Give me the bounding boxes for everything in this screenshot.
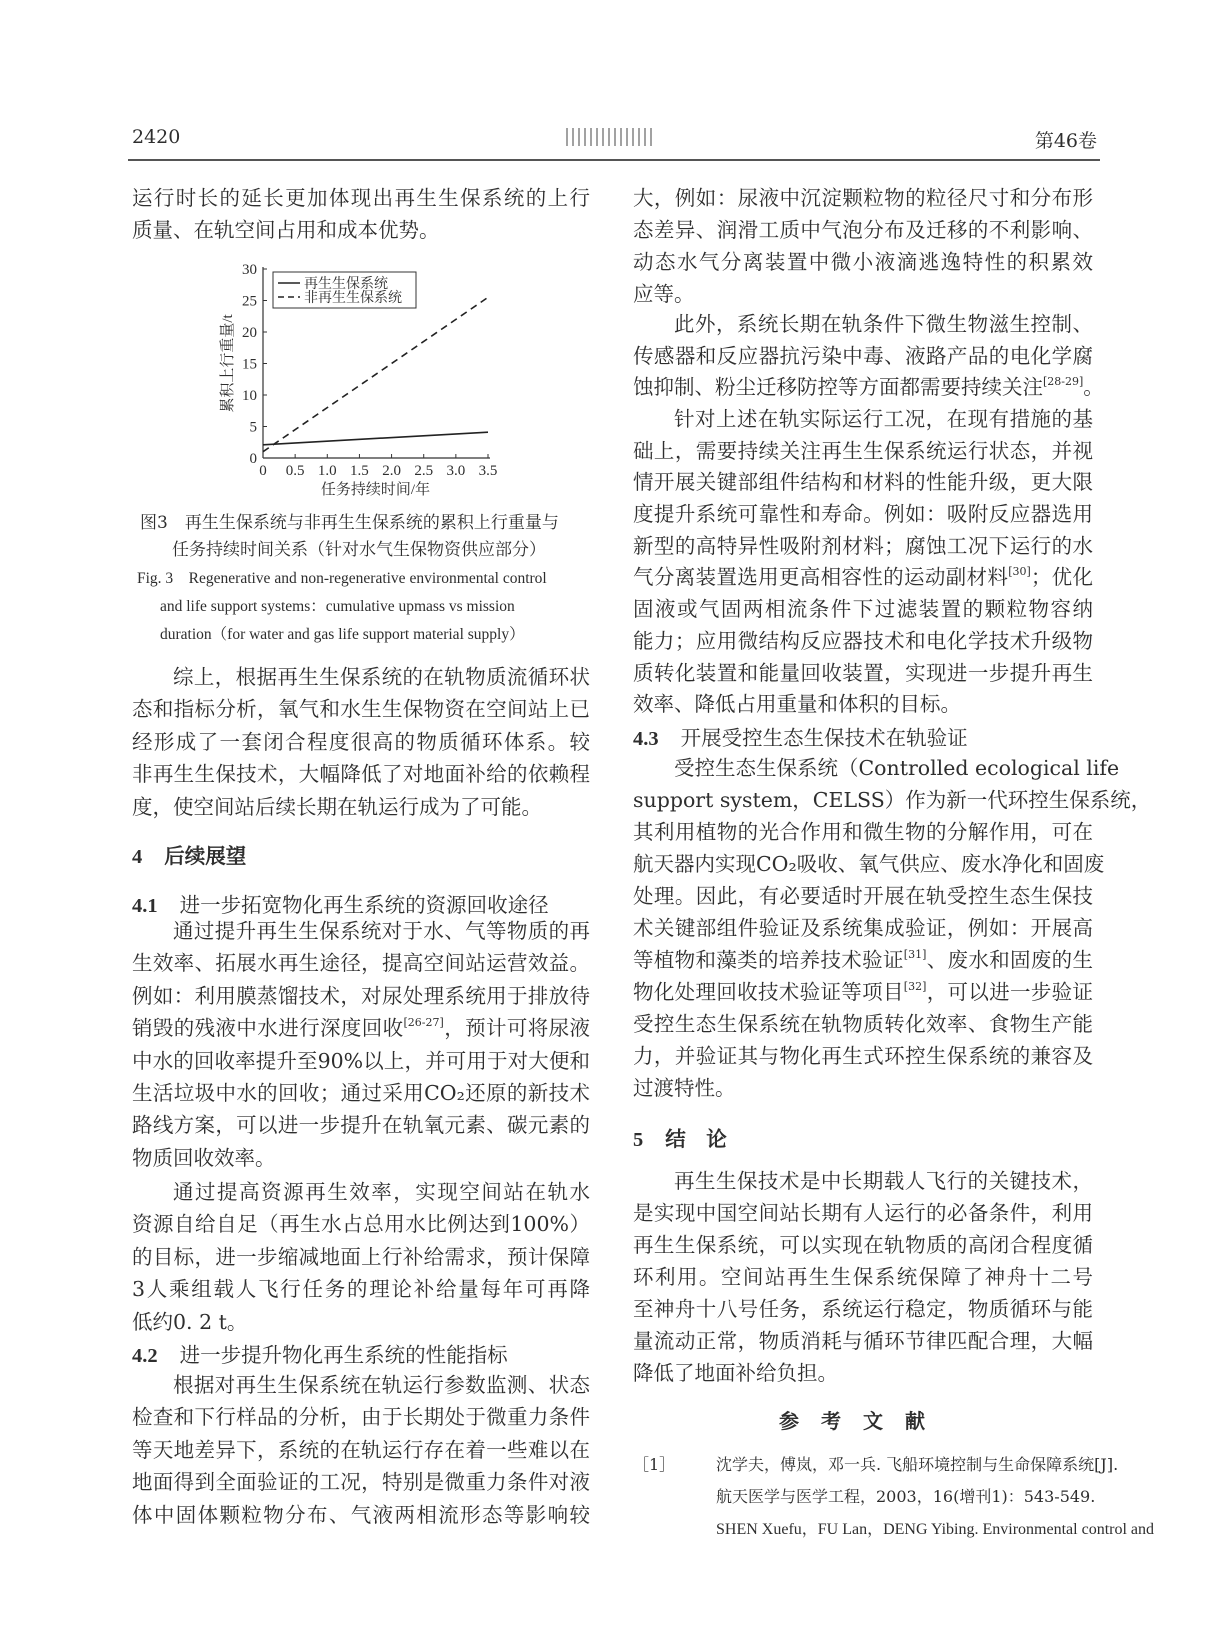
section-title: 开展受控生态生保技术在轨验证 — [680, 726, 968, 750]
text-line: 体中固体颗粒物分布、气液两相流形态等影响较 — [132, 1502, 590, 1527]
legend-label: 非再生生保系统 — [304, 291, 402, 306]
paragraph-summary — [132, 661, 590, 823]
citation: [28-29] — [1043, 375, 1084, 389]
text-line: 物质回收效率。 — [132, 1145, 276, 1170]
text-line: 降低了地面补给负担。 — [633, 1361, 838, 1385]
text-line: 通过提升再生生保系统对于水、气等物质的再 — [173, 919, 590, 943]
text-line: 态和指标分析，氧气和水生生保物资在空间站上已 — [132, 697, 590, 722]
section-heading-4 — [132, 839, 246, 869]
text-line: 经形成了一套闭合程度很高的物质循环体系。较 — [132, 729, 590, 754]
paragraph-conclusion — [633, 1165, 1093, 1389]
text-line: 环利用。空间站再生生保系统保障了神舟十二号 — [633, 1265, 1093, 1289]
text-line: 受控生态生保系统（Controlled ecological life — [674, 756, 1120, 780]
text-line: 针对上述在轨实际运行工况，在现有措施的基 — [674, 407, 1093, 431]
text-line: 等植物和藻类的培养技术验证[31]、废水和固废的生 — [633, 948, 1094, 972]
text-line: 中水的回收率提升至90%以上，并可用于对大便和 — [132, 1048, 590, 1073]
text-line: 综上，根据再生生保系统的在轨物质流循环状 — [173, 665, 590, 689]
citation: [26-27] — [403, 1016, 444, 1030]
paragraph-4-1-a — [132, 915, 590, 1174]
section-heading-5 — [633, 1122, 727, 1152]
reference-line: 航天医学与医学工程，2003，16(增刊1)：543-549. — [716, 1487, 1096, 1506]
journal-logo — [566, 128, 656, 146]
text-line: 检查和下行样品的分析，由于长期处于微重力条件 — [132, 1405, 590, 1430]
section-number: 4.2 — [132, 1345, 158, 1367]
text-line: 应等。 — [633, 282, 695, 306]
figure-caption-cn-2: 任务持续时间关系（针对水气生保物资供应部分） — [172, 540, 546, 560]
x-tick-label: 0 — [259, 463, 267, 479]
figure-3-chart — [190, 250, 510, 510]
text-line: 受控生态生保系统在轨物质转化效率、食物生产能 — [633, 1012, 1093, 1036]
figure-caption-en-2: and life support systems：cumulative upmass vs mission — [160, 598, 515, 615]
text-line: 是实现中国空间站长期有人运行的必备条件，利用 — [633, 1201, 1093, 1225]
text-line: 过渡特性。 — [633, 1076, 736, 1100]
text-line: 3人乘组载人飞行任务的理论补给量每年可再降 — [132, 1277, 590, 1302]
y-tick-label: 5 — [249, 419, 257, 436]
text-line: 非再生生保技术，大幅降低了对地面补给的依赖程 — [132, 762, 590, 787]
text-line: 生活垃圾中水的回收；通过采用CO₂还原的新技术 — [132, 1080, 590, 1105]
references-heading: 参考文献 — [779, 1409, 947, 1433]
series-line-non-regenerative — [263, 297, 488, 451]
section-title: 进一步拓宽物化再生系统的资源回收途径 — [179, 893, 549, 917]
paragraph-4-2 — [132, 1369, 590, 1531]
legend-label: 再生生保系统 — [304, 277, 388, 292]
text-line: 的目标，进一步缩减地面上行补给需求，预计保障 — [132, 1244, 590, 1269]
y-tick-label: 25 — [242, 293, 257, 310]
text-line: 资源自给自足（再生水占总用水比例达到100%） — [132, 1212, 590, 1237]
figure-caption-cn-1: 图3 再生生保系统与非再生生保系统的累积上行重量与 — [140, 513, 559, 533]
section-title: 后续展望 — [164, 844, 247, 868]
x-tick-label: 3.5 — [478, 463, 498, 479]
text-line: 固液或气固两相流条件下过滤装置的颗粒物容纳 — [633, 597, 1093, 622]
text-line: 生效率、拓展水再生途径，提高空间站运营效益。 — [132, 951, 590, 976]
y-tick-label: 15 — [242, 356, 257, 373]
text-line: 根据对再生生保系统在轨运行参数监测、状态 — [173, 1373, 590, 1397]
y-tick-label: 10 — [242, 388, 257, 404]
text-line: 能力；应用微结构反应器技术和电化学技术升级物 — [633, 628, 1093, 653]
text-line: 其利用植物的光合作用和微生物的分解作用，可在 — [633, 820, 1093, 844]
text-line: 航天器内实现CO₂吸收、氧气供应、废水净化和固废 — [633, 852, 1105, 876]
x-tick-label: 2.5 — [414, 463, 434, 479]
paragraph-microbial — [633, 309, 1104, 404]
citation: [31] — [903, 948, 927, 961]
text-line: 量流动正常，物质消耗与循环节律匹配合理，大幅 — [633, 1329, 1093, 1353]
text-line: 情开展关键部组件结构和材料的性能升级，更大限 — [633, 470, 1093, 495]
figure-caption-en-3: duration（for water and gas life support material supply） — [160, 626, 525, 643]
paragraph-4-1-b — [132, 1176, 590, 1338]
citation: [30] — [1008, 565, 1031, 579]
text-line: 质转化装置和能量回收装置，实现进一步提升再生 — [633, 660, 1093, 685]
x-tick-label: 2.0 — [382, 463, 401, 479]
text-line: 等天地差异下，系统的在轨运行存在着一些难以在 — [132, 1437, 590, 1462]
text-line: 气分离装置选用更高相容性的运动副材料[30]；优化 — [633, 565, 1094, 590]
text-line: 动态水气分离装置中微小液滴逃逸特性的积累效 — [633, 250, 1093, 274]
header-rule — [128, 159, 1100, 161]
text-line: 质量、在轨空间占用和成本优势。 — [132, 218, 440, 242]
section-number: 4.1 — [132, 895, 158, 917]
text-line: 至神舟十八号任务，系统运行稳定，物质循环与能 — [633, 1297, 1093, 1321]
x-tick-label: 1.0 — [317, 463, 337, 479]
text-line: 再生生保技术是中长期载人飞行的关键技术， — [674, 1169, 1093, 1193]
section-title: 结 论 — [665, 1127, 727, 1151]
text-line: support system，CELSS）作为新一代环控生保系统， — [633, 788, 1152, 812]
series-line-regenerative — [263, 432, 488, 445]
text-line: 效率、降低占用重量和体积的目标。 — [633, 692, 961, 717]
text-line: 此外，系统长期在轨条件下微生物滋生控制、 — [674, 312, 1093, 336]
text-line: 例如：利用膜蒸馏技术，对尿处理系统用于排放待 — [132, 983, 590, 1008]
paragraph-continuation — [132, 182, 590, 246]
text-line: 销毁的残液中水进行深度回收[26-27]，预计可将尿液 — [132, 1016, 591, 1041]
text-line: 术关键部组件验证及系统集成验证，例如：开展高 — [633, 916, 1093, 940]
section-number: 5 — [633, 1129, 644, 1151]
paragraph-continuation-right — [633, 182, 1093, 310]
x-tick-label: 1.5 — [350, 463, 369, 479]
reference-line: SHEN Xuefu，FU Lan，DENG Yibing. Environmental control and — [716, 1521, 1155, 1538]
y-tick-label: 20 — [242, 325, 257, 341]
subsection-heading-4-3 — [633, 721, 968, 751]
subsection-heading-4-1 — [132, 888, 549, 918]
text-line: 传感器和反应器抗污染中毒、液路产品的电化学腐 — [633, 343, 1093, 368]
text-line: 蚀抑制、粉尘迁移防控等方面都需要持续关注[28-29]。 — [633, 375, 1104, 400]
text-line: 处理。因此，有必要适时开展在轨受控生态生保技 — [633, 884, 1093, 908]
text-line: 再生生保系统，可以实现在轨物质的高闭合程度循 — [633, 1233, 1093, 1257]
text-line: 运行时长的延长更加体现出再生生保系统的上行 — [132, 186, 590, 210]
paragraph-celss — [633, 752, 1152, 1104]
x-tick-label: 0.5 — [285, 463, 305, 479]
text-line: 础上，需要持续关注再生生保系统运行状态，并视 — [633, 438, 1093, 463]
section-number: 4 — [132, 846, 143, 868]
y-tick-label: 0 — [249, 451, 257, 467]
text-line: 路线方案，可以进一步提升在轨氧元素、碳元素的 — [132, 1113, 590, 1138]
text-line: 度提升系统可靠性和寿命。例如：吸附反应器选用 — [633, 502, 1093, 527]
reference-number: ［1］ — [633, 1455, 676, 1474]
paragraph-upgrades — [633, 404, 1093, 721]
text-line: 地面得到全面验证的工况，特别是微重力条件对液 — [132, 1470, 590, 1495]
y-tick-label: 30 — [242, 262, 257, 278]
section-title: 进一步提升物化再生系统的性能指标 — [179, 1343, 508, 1367]
text-line: 物化处理回收技术验证等项目[32]，可以进一步验证 — [633, 980, 1094, 1004]
reference-line: 沈学夫，傅岚，邓一兵. 飞船环境控制与生命保障系统[J]. — [716, 1455, 1119, 1474]
text-line: 力，并验证其与物化再生式环控生保系统的兼容及 — [633, 1044, 1093, 1068]
text-line: 新型的高特异性吸附剂材料；腐蚀工况下运行的水 — [633, 533, 1093, 558]
section-number: 4.3 — [633, 728, 659, 750]
text-line: 通过提高资源再生效率，实现空间站在轨水 — [173, 1180, 590, 1204]
volume-label: 第46卷 — [1034, 130, 1097, 152]
text-line: 低约0. 2 t。 — [132, 1309, 248, 1334]
page-number: 2420 — [132, 126, 181, 148]
figure-caption-en-1: Fig. 3 Regenerative and non-regenerative environmental control — [137, 570, 547, 587]
citation: [32] — [903, 980, 927, 993]
text-line: 度，使空间站后续长期在轨运行成为了可能。 — [132, 794, 542, 819]
subsection-heading-4-2 — [132, 1338, 508, 1368]
y-axis-label: 累积上行重量/t — [220, 314, 236, 413]
x-axis-label: 任务持续时间/年 — [320, 482, 431, 498]
text-line: 态差异、润滑工质中气泡分布及迁移的不利影响、 — [633, 218, 1093, 242]
text-line: 大，例如：尿液中沉淀颗粒物的粒径尺寸和分布形 — [633, 186, 1093, 210]
x-tick-label: 3.0 — [446, 463, 466, 479]
